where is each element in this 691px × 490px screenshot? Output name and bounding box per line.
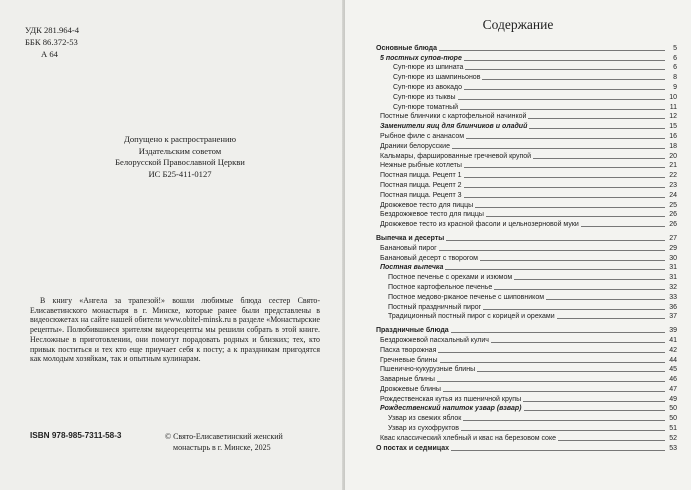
toc-entry: Кальмары, фаршированные гречневой крупой 20 bbox=[380, 152, 677, 160]
toc-entry: Дрожжевое тесто из красной фасоли и цельнозерновой муки 26 bbox=[380, 221, 677, 229]
toc-entry: Квас классический хлебный и квас на березовом соке 52 bbox=[380, 434, 677, 442]
author-mark: А 64 bbox=[41, 49, 58, 59]
toc-entry: Постная пицца. Рецепт 3 24 bbox=[380, 191, 677, 199]
approval-code: ИС Б25-411-0127 bbox=[148, 168, 212, 179]
toc-entry: Рождественская кутья из пшеничной крупы 49 bbox=[380, 395, 677, 403]
toc-entry: Постное медово-ржаное печенье с шиповником 33 bbox=[388, 293, 677, 301]
toc-subsection: Заменители яиц для блинчиков и оладий 15 bbox=[380, 123, 677, 131]
isbn: ISBN 978-985-7311-58-3 bbox=[30, 431, 122, 440]
toc-section: Основные блюда 5 bbox=[376, 44, 677, 52]
toc-entry: Дрожжевые блины 47 bbox=[380, 385, 677, 393]
toc-entry: Заварные блины 46 bbox=[380, 376, 677, 384]
approval-block bbox=[95, 134, 265, 180]
toc-entry: Банановый пирог 29 bbox=[380, 244, 677, 252]
toc-entry: Постное картофельное печенье 32 bbox=[388, 283, 677, 291]
toc-section: Выпечка и десерты 27 bbox=[376, 234, 677, 242]
toc-entry: Суп-пюре из авокадо 9 bbox=[393, 83, 677, 91]
toc-entry: Пшенично-кукурузные блины 45 bbox=[380, 366, 677, 374]
approval-line: Белорусской Православной Церкви bbox=[115, 157, 245, 167]
toc-entry: Постная пицца. Рецепт 1 22 bbox=[380, 172, 677, 180]
annotation-text: В книгу «Ангела за трапезой!» вошли любимые блюда сестер Свято-Елисаветинского монастыря в г. Минске, которые ранее были представлены в видеосюжетах на сайте нашей обители www.obitel-minsk.ru в разделе «Монастырские рецепты». Полюбившиеся зрителям видеорецепты мы решили собрать в этой книге. Несложные в приготовлении, они помогут порадовать родных и близких; тех, кто привык поститься и тех кто еще приучает себя к посту; а к праздникам пригодятся как молодым хозяйкам, так и опытным кулинарам. bbox=[30, 296, 320, 364]
toc-entry: Постные блинчики с картофельной начинкой 12 bbox=[380, 113, 677, 121]
toc-entry: Суп-пюре из шампиньонов 8 bbox=[393, 74, 677, 82]
toc-subsection: Рождественский напиток узвар (взвар) 50 bbox=[380, 405, 677, 413]
left-page bbox=[0, 0, 344, 490]
toc-entry: Дрожжевое тесто для пиццы 25 bbox=[380, 201, 677, 209]
toc-entry: Постное печенье с орехами и изюмом 31 bbox=[388, 274, 677, 282]
toc-entry: Банановый десерт с творогом 30 bbox=[380, 254, 677, 262]
imprint-block bbox=[25, 24, 79, 60]
toc-entry: Традиционный постный пирог с корицей и орехами 37 bbox=[388, 313, 677, 321]
toc-entry: Рыбное филе с ананасом 16 bbox=[380, 132, 677, 140]
udk-code: УДК 281.964-4 bbox=[25, 25, 80, 35]
toc-entry: Суп-пюре из шпината 6 bbox=[393, 64, 677, 72]
approval-line: Допущено к распространению bbox=[123, 134, 236, 144]
toc-entry: Бездрожжевой пасхальный кулич 41 bbox=[380, 336, 677, 344]
copyright-line: © Свято-Елисаветинский женский bbox=[165, 432, 283, 441]
right-page bbox=[345, 0, 691, 490]
toc-entry: Гречневые блины 44 bbox=[380, 356, 677, 364]
toc-entry: Суп-пюре томатный 11 bbox=[393, 103, 677, 111]
toc-entry: Нежные рыбные котлеты 21 bbox=[380, 162, 677, 170]
toc-entry: Постный праздничный пирог 36 bbox=[388, 303, 677, 311]
copyright bbox=[165, 431, 335, 453]
approval-line: Издательским советом bbox=[138, 145, 222, 156]
toc-section: Праздничные блюда 39 bbox=[376, 327, 677, 335]
toc-entry: Суп-пюре из тыквы 10 bbox=[393, 93, 677, 101]
toc-entry: Узвар из свежих яблок 50 bbox=[388, 415, 677, 423]
toc-subsection: Постная выпечка 31 bbox=[380, 264, 677, 272]
toc-entry: Постная пицца. Рецепт 2 23 bbox=[380, 181, 677, 189]
toc-entry: Узвар из сухофруктов 51 bbox=[388, 425, 677, 433]
toc-entry: Бездрожжевое тесто для пиццы 26 bbox=[380, 211, 677, 219]
copyright-line: монастырь в г. Минске, 2025 bbox=[173, 443, 271, 452]
toc-title: Содержание bbox=[482, 17, 554, 32]
table-of-contents bbox=[376, 43, 677, 453]
toc-subsection: 5 постных супов-пюре 6 bbox=[380, 54, 677, 62]
toc-entry: Драники белорусские 18 bbox=[380, 142, 677, 150]
bbk-code: ББК 86.372-53 bbox=[25, 37, 78, 47]
toc-section: О постах и седмицах 53 bbox=[376, 444, 677, 452]
toc-entry: Пасха творожная 42 bbox=[380, 346, 677, 354]
